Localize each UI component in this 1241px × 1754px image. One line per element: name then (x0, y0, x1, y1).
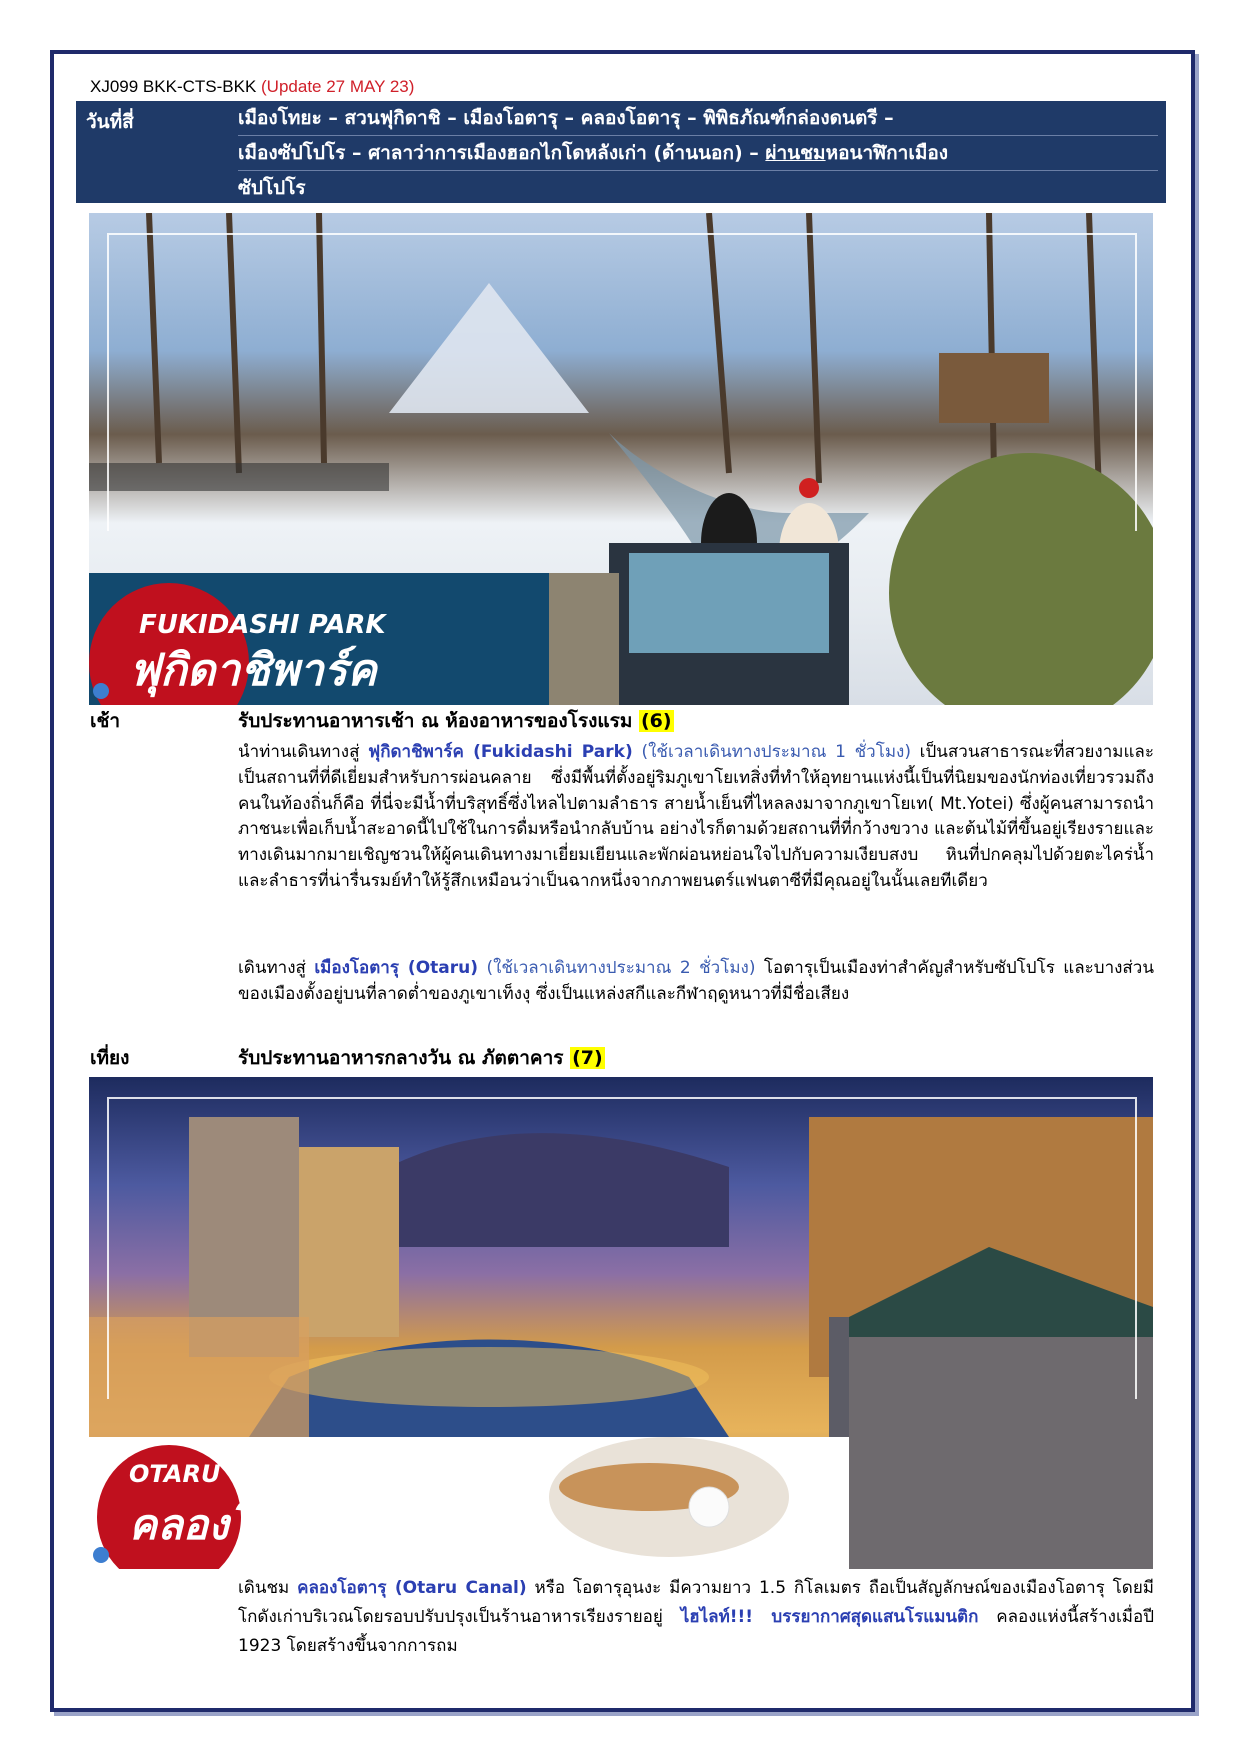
morning-title-text: รับประทานอาหารเช้า ณ ห้องอาหารของโรงแรม (238, 710, 639, 732)
update-date: (Update 27 MAY 23) (261, 77, 415, 96)
day-route (238, 101, 1158, 205)
fukidashi-description (238, 740, 1154, 895)
meal-number-7: (7) (572, 1047, 603, 1069)
route-line-1: เมืองโทยะ – สวนฟุกิดาชิ – เมืองโอตารุ – คลองโอตารุ – พิพิธภัณฑ์กล่องดนตรี – (238, 101, 1158, 136)
photo-title-th: ฟุกิดาชิพาร์ค (129, 645, 377, 696)
day-label: วันที่สี่ (86, 111, 134, 133)
decorative-frame (107, 233, 1137, 531)
photo-title-en: FUKIDASHI PARK (139, 610, 386, 640)
canal-body: หรือ โอตารุอุนงะ มีความยาว 1.5 กิโลเมตร ถือเป็นสัญลักษณ์ของเมืองโอตารุ โดยมีโกดังเก่าบริเวณโดยรอบปรับปรุงเป็นร้านอาหารเรียงรายอยู่ (238, 1578, 1154, 1627)
lunch-label: เที่ยง (90, 1047, 130, 1069)
travel-time-2: (ใช้เวลาเดินทางประมาณ 2 ชั่วโมง) (478, 958, 756, 978)
route-line-2-underlined: ผ่านชม (765, 142, 826, 164)
fukidashi-park-photo (89, 213, 1153, 705)
route-line-2-a: เมืองซัปโปโร – ศาลาว่าการเมืองฮอกไกโดหลังเก่า (ด้านนอก) – (238, 142, 766, 164)
decorative-frame (107, 1097, 1137, 1399)
highlight-text: ไฮไลท์!!! บรรยากาศสุดแสนโรแมนติก (680, 1607, 979, 1627)
otaru-canal-name: คลองโอตารุ (Otaru Canal) (297, 1578, 527, 1598)
day-itinerary-banner (76, 101, 1166, 203)
route-line-2-b: หอนาฬิกาเมือง (825, 142, 949, 164)
otaru-description (238, 956, 1154, 1008)
fukidashi-park-name: ฟุกิดาชิพาร์ค (Fukidashi Park) (368, 742, 633, 762)
p1-body: เป็นสวนสาธารณะที่สวยงามและเป็นสถานที่ที่ดีเยี่ยมสำหรับการผ่อนคลาย ซึ่งมีพื้นที่ตั้งอยู่ริมภูเขาโยเทสิ่งที่ทำให้อุทยานแห่งนี้เป็นที่นิยมของนักท่องเที่ยวรวมถึงคนในท้องถิ่นก็คือ ที่นี่จะมีน้ำที่บริสุทธิ์ซึ่งไหลไปตามลำธาร สายน้ำเย็นที่ไหลลงมาจากภูเขาโยเท( Mt.Yotei) ซึ่งผู้คนสามารถนำภาชนะเพื่อเก็บน้ำสะอาดนี้ไปใช้ในการดื่มหรือนำกลับบ้าน อย่างไรก็ตามด้วยสถานที่ที่กว้างขวาง และต้นไม้ที่ขึ้นอยู่เรียงรายและทางเดินมากมายเชิญชวนให้ผู้คนเดินทางมาเยี่ยมเยียนและพักผ่อนหย่อนใจไปกับความเงียบสงบ หินที่ปกคลุมไปด้วยตะไคร่น้ำและลำธารที่น่ารื่นรมย์ทำให้รู้สึกเหมือนว่าเป็นฉากหนึ่งจากภาพยนตร์แฟนตาซีที่มีคุณอยู่ในนั้นเลยทีเดียว (238, 742, 1154, 891)
photo-title-th: คลองโอตารุ (129, 1500, 350, 1549)
lunch-title-text: รับประทานอาหารกลางวัน ณ ภัตตาคาร (238, 1047, 571, 1069)
canal-lead: เดินชม (238, 1578, 298, 1598)
tour-code (90, 77, 414, 97)
tour-code-text: XJ099 BKK-CTS-BKK (90, 77, 262, 96)
photo-title-en: OTARU CANAL (129, 1460, 319, 1488)
route-line-3: ซัปโปโร (238, 177, 306, 199)
p1-lead: นำท่านเดินทางสู่ (238, 742, 369, 762)
morning-title (238, 706, 674, 736)
otaru-canal-photo (89, 1077, 1153, 1569)
route-line-2 (238, 136, 1158, 171)
otaru-canal-description (238, 1574, 1154, 1661)
lunch-title (238, 1043, 605, 1073)
p2-body: โอตารุเป็นเมืองท่าสำคัญสำหรับซัปโปโร และบางส่วนของเมืองตั้งอยู่บนที่ลาดต่ำของภูเขาเท็งงุ ซึ่งเป็นแหล่งสกีและกีฬาฤดูหนาวที่มีชื่อเสียง (238, 958, 1154, 1004)
otaru-city-name: เมืองโอตารุ (Otaru) (314, 958, 479, 978)
p2-lead: เดินทางสู่ (238, 958, 315, 978)
canal-body-end: คลองแห่งนี้สร้างเมื่อปี 1923 โดยสร้างขึ้นจากการถม (238, 1607, 1154, 1656)
travel-time-1: (ใช้เวลาเดินทางประมาณ 1 ชั่วโมง) (632, 742, 911, 762)
morning-label: เช้า (90, 710, 121, 732)
meal-number-6: (6) (640, 710, 672, 732)
